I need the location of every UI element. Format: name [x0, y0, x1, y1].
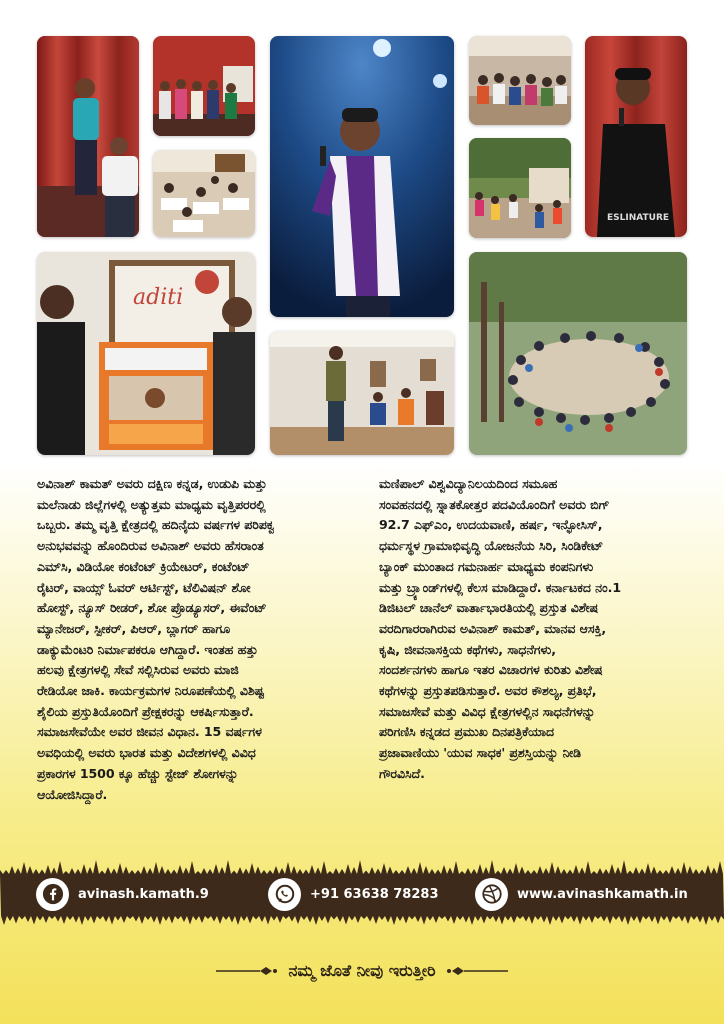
body-line: ವರದಿಗಾರರಾಗಿರುವ ಅವಿನಾಶ್ ಕಾಮತ್, ಮಾನವ ಆಸಕ್ತಿ, [379, 620, 607, 636]
body-line: ಕೃಷಿ, ಜೀವನಾಸಕ್ತಿಯ ಕಥೆಗಳು, ಸಾಧನೆಗಳು, [379, 641, 556, 657]
poster-logo-text: aditi [133, 285, 184, 310]
body-line: ಕಥೆಗಳನ್ನು ಪ್ರಸ್ತುತಪಡಿಸುತ್ತಾರೆ. ಅವರ ಕೌಶಲ್ಯ, ಪ್ರತಿಭೆ, [379, 683, 597, 699]
body-line: ಬ್ಯಾಂಕ್ ಮುಂತಾದ ಗಮನಾರ್ಹ ಮಾಧ್ಯಮ ಕಂಪನಿಗಳು [379, 558, 594, 574]
body-line: ಸಂದರ್ಶನಗಳು ಹಾಗೂ ಇತರ ವಿಚಾರಗಳ ಕುರಿತು ವಿಶೇಷ [379, 662, 603, 678]
body-line: ಗೌರವಿಸಿದೆ. [379, 765, 425, 781]
body-line: ಹೋಸ್ಟ್, ನ್ಯೂಸ್ ರೀಡರ್, ಶೋ ಪ್ರೊಡ್ಯೂಸರ್, ಈವೆಂಟ್ [37, 600, 267, 616]
body-line: ಅವಧಿಯಲ್ಲಿ ಅವರು ಭಾರತ ಮತ್ತು ವಿದೇಶಗಳಲ್ಲಿ ವಿವಿಧ [37, 745, 256, 761]
body-line: ಸಂವಹನದಲ್ಲಿ ಸ್ನಾತಕೋತ್ತರ ಪದವಿಯೊಂದಿಗೆ ಅವರು ಬಿಗ್ [379, 496, 610, 512]
photo-outdoor-gathering [469, 138, 571, 238]
body-line: ಹಲವು ಕ್ಷೇತ್ರಗಳಲ್ಲಿ ಸೇವೆ ಸಲ್ಲಿಸಿರುವ ಅವರು ಮಾಜಿ [37, 662, 239, 678]
photo-classroom [153, 150, 255, 237]
photo-speaker-black-tshirt [585, 36, 687, 237]
svg-text:ESLINATURE: ESLINATURE [607, 213, 670, 223]
body-line: ಮಣಿಪಾಲ್ ವಿಶ್ವವಿದ್ಯಾನಿಲಯದಿಂದ ಸಮೂಹ [379, 476, 558, 491]
body-line: ಅನುಭವವನ್ನು ಹೊಂದಿರುವ ಅವಿನಾಶ್ ಅವರು ಹೆಸರಾಂತ [37, 538, 264, 554]
photo-poster-release [37, 252, 255, 455]
body-line: ಸಮಾಜಸೇವೆಯೇ ಅವರ ಜೀವನ ವಿಧಾನ. 15 ವರ್ಷಗಳ [37, 724, 262, 740]
body-line: ಎಮ್‌ಸಿ, ವಿಡಿಯೋ ಕಂಟೆಂಟ್ ಕ್ರಿಯೇಟರ್, ಕಂಟೆಂಟ್ [37, 558, 250, 574]
body-line: ರೈಟರ್, ವಾಯ್ಸ್ ಓವರ್ ಆರ್ಟಿಸ್ಟ್, ಟೆಲಿವಿಷನ್ ಶೋ [37, 579, 251, 595]
body-text-left [37, 474, 339, 805]
body-line: ಡಾಕ್ಯುಮೆಂಟರಿ ನಿರ್ಮಾಪಕರೂ ಆಗಿದ್ದಾರೆ. ಇಂತಹ ಹತ್ತು [37, 641, 258, 657]
body-line: ಅವಿನಾಶ್ ಕಾಮತ್ ಅವರು ದಕ್ಷಿಣ ಕನ್ನಡ, ಉಡುಪಿ ಮತ್ತು [37, 476, 267, 491]
photo-host-with-guest [37, 36, 139, 237]
facebook-contact[interactable] [36, 877, 209, 911]
ornament-right-icon [446, 965, 508, 977]
body-line: ಪ್ರಕಾರಗಳ 1500 ಕ್ಕೂ ಹೆಚ್ಚು ಸ್ಟೇಜ್ ಶೋಗಳನ್ನು [37, 765, 239, 781]
body-line: ಶೈಲಿಯ ಪ್ರಸ್ತುತಿಯೊಂದಿಗೆ ಪ್ರೇಕ್ಷಕರನ್ನು ಆಕರ್ಷಿಸುತ್ತಾರೆ. [37, 703, 254, 719]
photo-speaker-spotlight [270, 36, 454, 317]
body-line: ಪರಿಗಣಿಸಿ ಕನ್ನಡದ ಪ್ರಮುಖ ದಿನಪತ್ರಿಕೆಯಾದ [379, 724, 555, 740]
body-line: ಮಲೆನಾಡು ಜಿಲ್ಲೆಗಳಲ್ಲಿ ಅತ್ಯುತ್ತಮ ಮಾಧ್ಯಮ ವೃತ್ತಿಪರರಲ್ಲಿ [37, 496, 266, 512]
photo-campfire-circle [469, 252, 687, 455]
body-text-right [379, 474, 691, 785]
body-line: ಪ್ರಜಾವಾಣಿಯು 'ಯುವ ಸಾಧಕ' ಪ್ರಶಸ್ತಿಯನ್ನು ನೀಡಿ [379, 745, 581, 761]
website-url: www.avinashkamath.in [517, 886, 688, 902]
whatsapp-number: +91 63638 78283 [310, 886, 439, 902]
photo-group-on-stage [153, 36, 255, 136]
photo-indoor-talk [270, 331, 454, 455]
photo-audience-seated [469, 36, 571, 125]
globe-icon [475, 878, 508, 911]
body-line: ಆಯೋಜಿಸಿದ್ದಾರೆ. [37, 786, 108, 802]
ornament-left-icon [216, 965, 278, 977]
body-line: 92.7 ಎಫ್‌ಎಂ, ಉದಯವಾಣಿ, ಹರ್ಷ, ಇನ್ಫೋಸಿಸ್, [379, 517, 603, 533]
body-line: ಡಿಜಿಟಲ್ ಚಾನೆಲ್ ವಾರ್ತಾಭಾರತಿಯಲ್ಲಿ ಪ್ರಸ್ತುತ ವಿಶೇಷ [379, 600, 599, 616]
body-line: ಮತ್ತು ಬ್ರ್ಯಾಂಡ್‌ಗಳಲ್ಲಿ ಕೆಲಸ ಮಾಡಿದ್ದಾರೆ. ಕರ್ನಾಟಕದ ನಂ.1 [379, 579, 621, 595]
body-line: ಧರ್ಮಸ್ಥಳ ಗ್ರಾಮಾಭಿವೃದ್ಧಿ ಯೋಜನೆಯ ಸಿರಿ, ಸಿಂಡಿಕೇಟ್ [379, 538, 604, 554]
body-line: ಒಬ್ಬರು. ತಮ್ಮ ವೃತ್ತಿ ಕ್ಷೇತ್ರದಲ್ಲಿ ಹದಿನೈದು ವರ್ಷಗಳ ಪರಿಪಕ್ವ [37, 517, 275, 533]
facebook-icon [36, 878, 69, 911]
body-line: ಸಮಾಜಸೇವೆ ಮತ್ತು ವಿವಿಧ ಕ್ಷೇತ್ರಗಳಲ್ಲಿನ ಸಾಧನೆಗಳನ್ನು [379, 703, 596, 719]
website-contact[interactable] [475, 877, 688, 911]
tagline: ನಮ್ಮ ಜೊತೆ ನೀವು ಇರುತ್ತೀರಿ [288, 961, 436, 980]
tagline-row [0, 961, 724, 981]
body-line: ರೇಡಿಯೋ ಜಾಕಿ. ಕಾರ್ಯಕ್ರಮಗಳ ನಿರೂಪಣೆಯಲ್ಲಿ ವಿಶಿಷ್ಟ [37, 683, 265, 699]
whatsapp-contact[interactable] [268, 877, 439, 911]
facebook-handle: avinash.kamath.9 [78, 886, 209, 902]
body-line: ಮ್ಯಾನೇಜರ್, ಸ್ಪೀಕರ್, ಪಿಆರ್, ಬ್ಲಾಗರ್ ಹಾಗೂ [37, 620, 231, 636]
whatsapp-icon [268, 878, 301, 911]
